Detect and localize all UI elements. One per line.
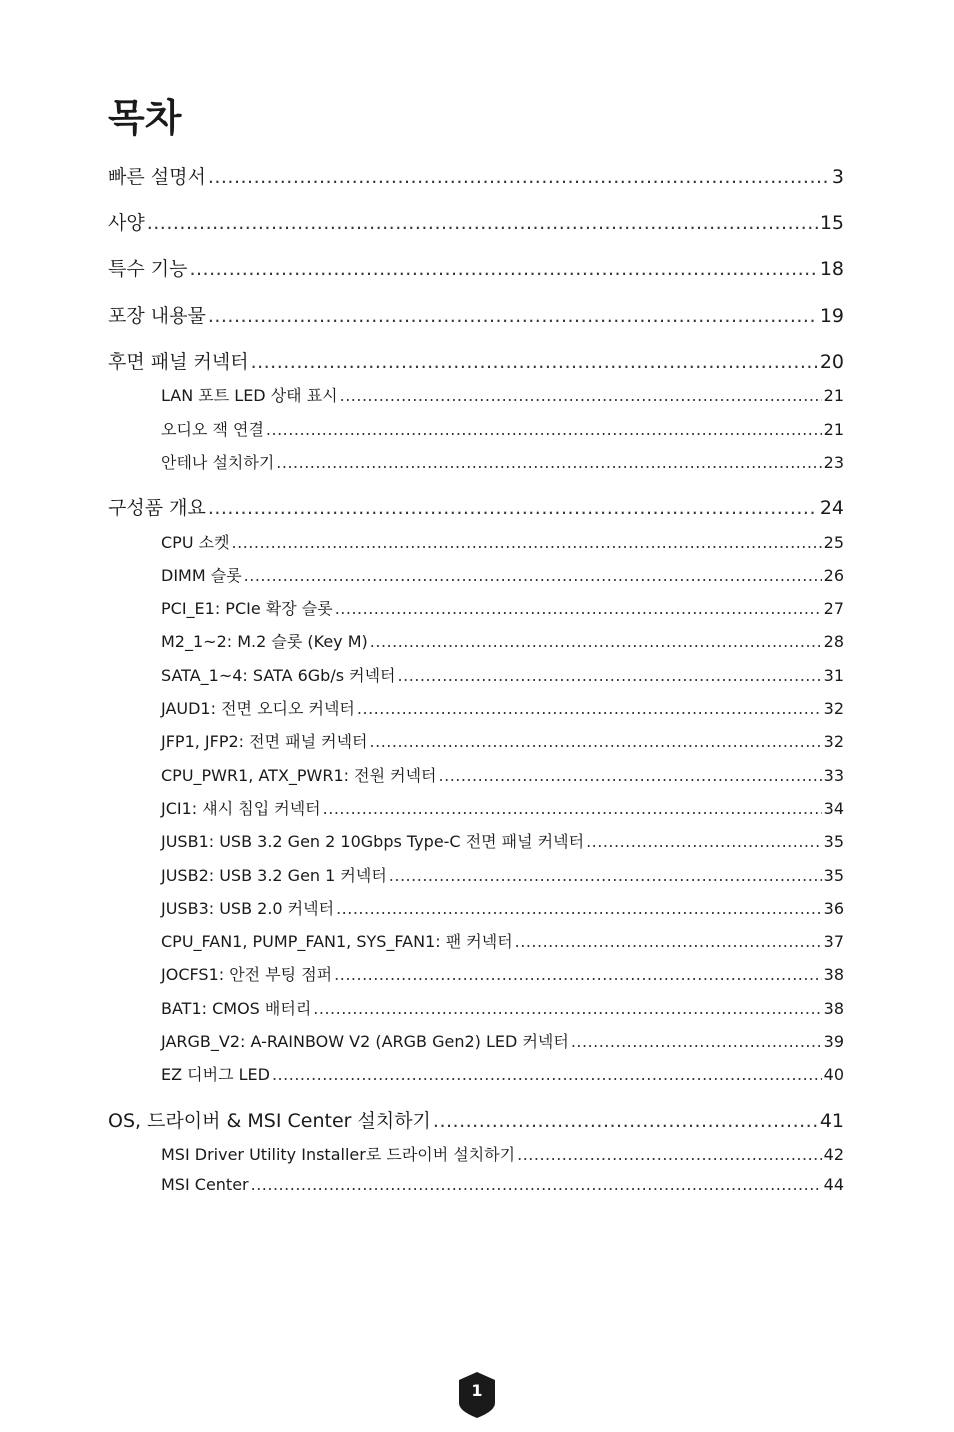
- toc-subsection-entry[interactable]: [108, 596, 844, 619]
- toc-entry-label: 안테나 설치하기: [161, 453, 275, 472]
- toc-leader-dots: [370, 732, 822, 751]
- toc-subsection-entry[interactable]: [108, 896, 844, 919]
- toc-leader-dots: [208, 497, 818, 519]
- toc-entry-page: 35: [823, 866, 844, 885]
- toc-entry-page: 3: [831, 166, 844, 188]
- toc-leader-dots: [266, 420, 822, 439]
- toc-subsection-entry[interactable]: [108, 1175, 844, 1194]
- toc-entry-label: PCI_E1: PCIe 확장 슬롯: [161, 599, 333, 618]
- toc-entry-page: 38: [823, 965, 844, 984]
- toc-leader-dots: [398, 666, 822, 685]
- toc-entry-page: 44: [823, 1175, 844, 1194]
- toc-subsection-entry[interactable]: [108, 729, 844, 752]
- toc-entry-label: CPU 소켓: [161, 533, 230, 552]
- toc-entry-label: M2_1~2: M.2 슬롯 (Key M): [161, 632, 368, 651]
- page-title: 목차: [108, 96, 182, 140]
- toc-leader-dots: [251, 1175, 822, 1194]
- toc-entry-label: 사양: [108, 212, 145, 234]
- toc-leader-dots: [244, 566, 822, 585]
- toc-leader-dots: [439, 766, 822, 785]
- toc-leader-dots: [313, 999, 821, 1018]
- toc-entry-label: JUSB3: USB 2.0 커넥터: [161, 899, 335, 918]
- toc-entry-page: 32: [823, 699, 844, 718]
- toc-entry-page: 23: [823, 453, 844, 472]
- toc-leader-dots: [334, 965, 822, 984]
- toc-entry-page: 34: [823, 799, 844, 818]
- toc-leader-dots: [208, 166, 830, 188]
- toc-entry-page: 32: [823, 732, 844, 751]
- toc-section-entry[interactable]: [108, 347, 844, 374]
- toc-subsection-entry[interactable]: [108, 417, 844, 440]
- toc-leader-dots: [357, 699, 822, 718]
- toc-subsection-entry[interactable]: [108, 929, 844, 952]
- toc-subsection-entry[interactable]: [108, 383, 844, 406]
- toc-entry-label: CPU_PWR1, ATX_PWR1: 전원 커넥터: [161, 766, 437, 785]
- toc-entry-label: 오디오 잭 연결: [161, 420, 264, 439]
- toc-entry-page: 19: [819, 305, 844, 327]
- toc-leader-dots: [272, 1065, 822, 1084]
- toc-entry-page: 24: [819, 497, 844, 519]
- toc-leader-dots: [515, 932, 822, 951]
- toc-leader-dots: [340, 386, 822, 405]
- toc-entry-page: 25: [823, 533, 844, 552]
- toc-entry-label: 포장 내용물: [108, 305, 206, 327]
- toc-entry-page: 15: [819, 212, 844, 234]
- toc-entry-label: JOCFS1: 안전 부팅 점퍼: [161, 965, 333, 984]
- toc-entry-page: 33: [823, 766, 844, 785]
- toc-entry-label: MSI Driver Utility Installer로 드라이버 설치하기: [161, 1145, 516, 1164]
- toc-section-entry[interactable]: [108, 493, 844, 520]
- toc-leader-dots: [208, 305, 818, 327]
- toc-leader-dots: [517, 1145, 822, 1164]
- toc-leader-dots: [433, 1110, 818, 1132]
- toc-subsection-entry[interactable]: [108, 1062, 844, 1085]
- toc-entry-page: 39: [823, 1032, 844, 1051]
- toc-entry-page: 40: [823, 1065, 844, 1084]
- toc-leader-dots: [336, 899, 822, 918]
- toc-entry-label: JARGB_V2: A-RAINBOW V2 (ARGB Gen2) LED 커넥터: [161, 1032, 569, 1051]
- toc-entry-label: CPU_FAN1, PUMP_FAN1, SYS_FAN1: 팬 커넥터: [161, 932, 513, 951]
- toc-leader-dots: [571, 1032, 822, 1051]
- toc-section-entry[interactable]: [108, 208, 844, 235]
- toc-subsection-entry[interactable]: [108, 663, 844, 686]
- toc-subsection-entry[interactable]: [108, 629, 844, 652]
- toc-entry-page: 21: [823, 386, 844, 405]
- toc-subsection-entry[interactable]: [108, 763, 844, 786]
- toc-entry-label: JUSB1: USB 3.2 Gen 2 10Gbps Type-C 전면 패널 커넥터: [161, 832, 585, 851]
- toc-entry-page: 42: [823, 1145, 844, 1164]
- toc-entry-label: BAT1: CMOS 배터리: [161, 999, 312, 1018]
- toc-subsection-entry[interactable]: [108, 829, 844, 852]
- toc-entry-page: 41: [819, 1110, 844, 1132]
- toc-entry-label: EZ 디버그 LED: [161, 1065, 270, 1084]
- toc-section-entry[interactable]: [108, 1106, 844, 1133]
- toc-entry-label: JAUD1: 전면 오디오 커넥터: [161, 699, 355, 718]
- toc-entry-page: 20: [819, 351, 844, 373]
- toc-leader-dots: [251, 351, 818, 373]
- toc-leader-dots: [232, 533, 822, 552]
- toc-subsection-entry[interactable]: [108, 450, 844, 473]
- toc-entry-label: DIMM 슬롯: [161, 566, 242, 585]
- toc-entry-label: OS, 드라이버 & MSI Center 설치하기: [108, 1110, 431, 1132]
- toc-entry-page: 26: [823, 566, 844, 585]
- toc-leader-dots: [189, 258, 817, 280]
- toc-entry-page: 21: [823, 420, 844, 439]
- toc-section-entry[interactable]: [108, 254, 844, 281]
- toc-subsection-entry[interactable]: [108, 696, 844, 719]
- toc-subsection-entry[interactable]: [108, 796, 844, 819]
- toc-leader-dots: [323, 799, 822, 818]
- toc-subsection-entry[interactable]: [108, 563, 844, 586]
- toc-entry-page: 37: [823, 932, 844, 951]
- page-number: 1: [471, 1381, 483, 1400]
- toc-entry-page: 18: [819, 258, 844, 280]
- toc-entry-page: 38: [823, 999, 844, 1018]
- toc-entry-page: 35: [823, 832, 844, 851]
- toc-entry-label: MSI Center: [161, 1175, 249, 1194]
- toc-section-entry[interactable]: [108, 162, 844, 189]
- toc-entry-page: 36: [823, 899, 844, 918]
- toc-entry-label: SATA_1~4: SATA 6Gb/s 커넥터: [161, 666, 396, 685]
- toc-entry-page: 27: [823, 599, 844, 618]
- toc-entry-label: 빠른 설명서: [108, 166, 206, 188]
- toc-entry-page: 31: [823, 666, 844, 685]
- toc-leader-dots: [586, 832, 822, 851]
- toc-entry-label: 특수 기능: [108, 258, 188, 280]
- toc-leader-dots: [276, 453, 821, 472]
- toc-entry-page: 28: [823, 632, 844, 651]
- toc-entry-label: JFP1, JFP2: 전면 패널 커넥터: [161, 732, 368, 751]
- toc-leader-dots: [147, 212, 818, 234]
- toc-subsection-entry[interactable]: [108, 863, 844, 886]
- toc-leader-dots: [335, 599, 822, 618]
- toc-subsection-entry[interactable]: [108, 1142, 844, 1165]
- toc-subsection-entry[interactable]: [108, 1029, 844, 1052]
- toc-subsection-entry[interactable]: [108, 996, 844, 1019]
- toc-leader-dots: [370, 632, 822, 651]
- toc-entry-label: JCI1: 섀시 침입 커넥터: [161, 799, 321, 818]
- toc-section-entry[interactable]: [108, 301, 844, 328]
- toc-entry-label: JUSB2: USB 3.2 Gen 1 커넥터: [161, 866, 387, 885]
- toc-subsection-entry[interactable]: [108, 530, 844, 553]
- toc-entry-label: LAN 포트 LED 상태 표시: [161, 386, 338, 405]
- toc-entry-label: 후면 패널 커넥터: [108, 351, 249, 373]
- toc-leader-dots: [389, 866, 822, 885]
- toc-subsection-entry[interactable]: [108, 962, 844, 985]
- toc-entry-label: 구성품 개요: [108, 497, 206, 519]
